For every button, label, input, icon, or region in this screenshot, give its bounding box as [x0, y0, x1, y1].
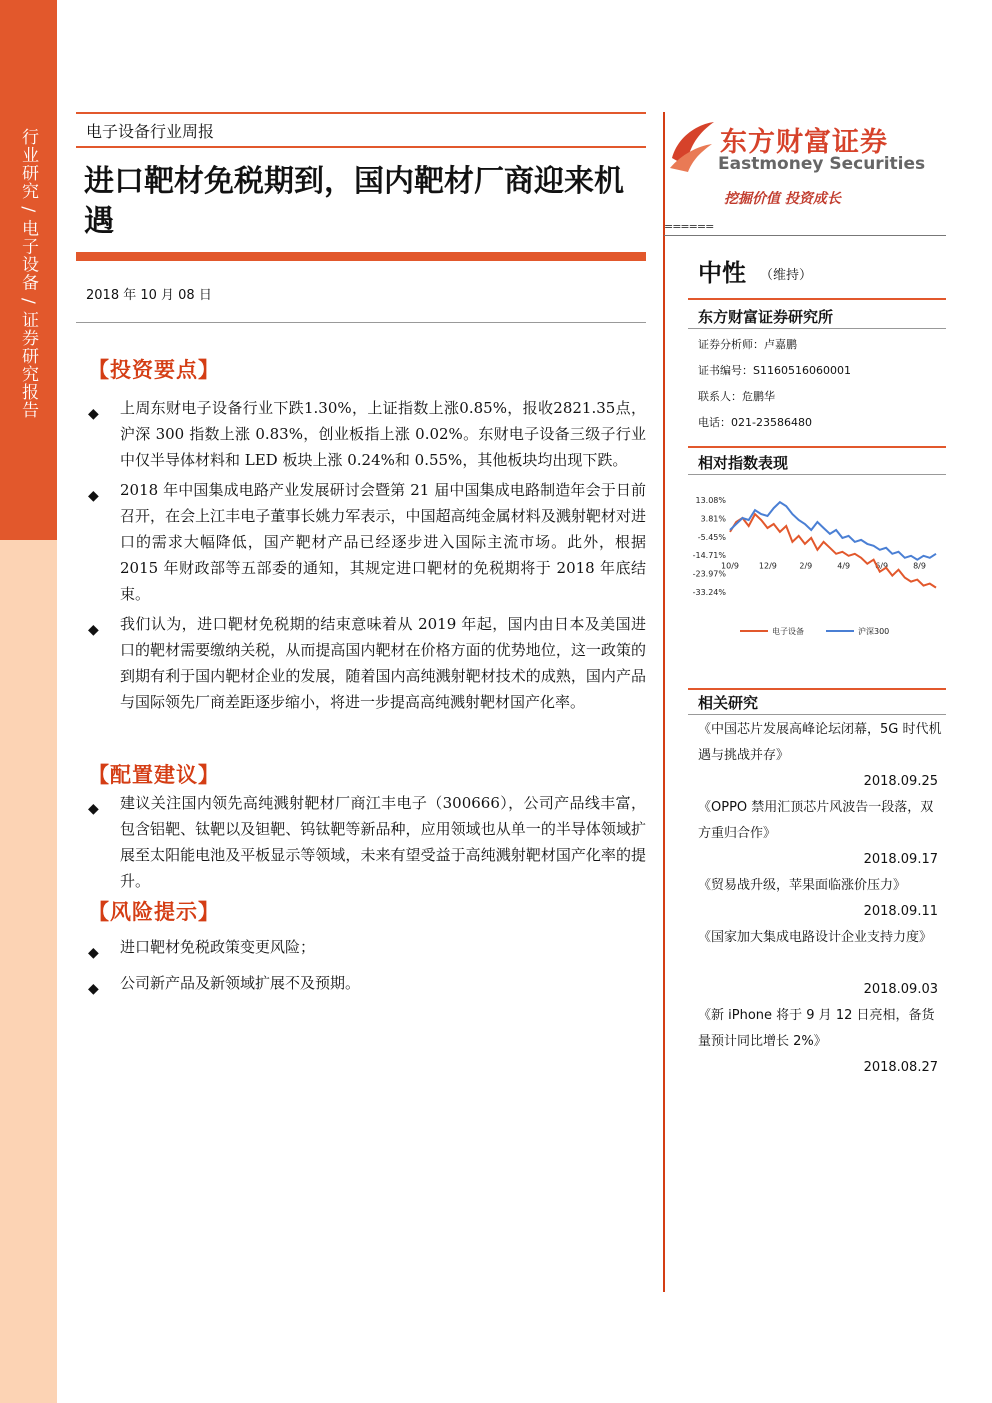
diamond-bullet-icon: ◆ [88, 945, 99, 961]
related-item-title[interactable]: 《OPPO 禁用汇顶芯片风波告一段落，双方重归合作》 [698, 800, 934, 841]
institute-rule [688, 328, 946, 329]
related-heading: 相关研究 [698, 694, 759, 712]
y-tick-label: -14.71% [692, 551, 726, 561]
y-tick-label: 3.81% [700, 514, 726, 524]
diamond-bullet-icon: ◆ [88, 981, 99, 997]
x-tick-label: 10/9 [721, 561, 739, 571]
y-tick-label: -33.24% [692, 588, 726, 597]
list-item: ◆ 上周东财电子设备行业下跌1.30%，上证指数上涨0.85%，报收2821.35点，沪深 300 指数上涨 0.83%，创业板指上涨 0.02%。东财电子设备三级子行业中仅半导体材料和 LED 板块上涨 0.24%和 0.55%，其他板块均出现下跌。 [88, 399, 646, 469]
relative-index-chart [686, 492, 946, 642]
brand-slogan: 挖掘价值 投资成长 [724, 191, 841, 207]
y-tick-label: -23.97% [692, 569, 726, 579]
legend-label: 电子设备 [772, 627, 804, 636]
list-item: ◆ 我们认为，进口靶材免税期的结束意味着从 2019 年起，国内由日本及美国进口的靶材需要缴纳关税，从而提高国内靶材在价格方面的优势地位，这一政策的到期有利于国内靶材企业的发展，随着国内高纯溅射靶材技术的成熟，国内产品与国际领先厂商差距逐步缩小，将进一步提高高纯溅射靶材国产化率。 [88, 615, 646, 711]
date-divider [76, 322, 646, 323]
section-heading-investment: 【投资要点】 [88, 357, 220, 382]
rating-rule [688, 298, 946, 300]
section-heading-risk: 【风险提示】 [88, 899, 220, 924]
chart-heading-rule [688, 474, 946, 475]
legend-label: 沪深300 [858, 627, 890, 636]
x-tick-label: 4/9 [837, 561, 851, 571]
related-item-date: 2018.09.25 [863, 774, 938, 789]
analyst-name: 证券分析师：卢嘉鹏 [698, 338, 797, 351]
list-item: ◆ 2018 年中国集成电路产业发展研讨会暨第 21 届中国集成电路制造年会于日前召开，在会上江丰电子董事长姚力军表示，中国超高纯金属材料及溅射靶材对进口的需求大幅降低，国产靶材产品已经逐步进入国际主流市场。此外，根据 2015 年财政部等五部委的通知，其规定进口靶材的免税期将于 2018 年底结束。 [88, 481, 646, 603]
page-title: 进口靶材免税期到，国内靶材厂商迎来机遇 [84, 164, 624, 239]
brand-name-cn: 东方财富证券 [720, 127, 888, 158]
phone-number: 电话：021-23586480 [698, 416, 812, 429]
rating-note: （维持） [760, 268, 813, 283]
cert-number: 证书编号：S1160516060001 [698, 364, 851, 377]
x-tick-label: 6/9 [875, 561, 889, 571]
related-item-date: 2018.09.17 [863, 852, 938, 867]
rating-value: 中性 [698, 259, 746, 287]
contact-person: 联系人：危鹏华 [698, 390, 775, 403]
list-item: ◆ 公司新产品及新领域扩展不及预期。 [88, 970, 646, 996]
related-item-title[interactable]: 《中国芯片发展高峰论坛闭幕，5G 时代机遇与挑战并存》 [698, 722, 942, 763]
diamond-bullet-icon: ◆ [88, 488, 99, 504]
column-divider [663, 112, 665, 1292]
related-item-date: 2018.09.03 [863, 982, 938, 997]
diamond-bullet-icon: ◆ [88, 622, 99, 638]
x-tick-label: 8/9 [913, 561, 926, 571]
section-heading-allocation: 【配置建议】 [88, 762, 220, 787]
list-item: ◆ 建议关注国内领先高纯溅射靶材厂商江丰电子（300666），公司产品线丰富，包含铝靶、钛靶以及钽靶、钨钛靶等新品种，应用领域也从单一的半导体领域扩展至太阳能电池及平板显示等领域，未来有望受益于高纯溅射靶材国产化率的提升。 [88, 794, 646, 890]
institute-name: 东方财富证券研究所 [698, 308, 834, 326]
related-item-date: 2018.08.27 [863, 1060, 938, 1075]
header-mid-rule [76, 146, 646, 148]
report-category: 电子设备行业周报 [86, 122, 215, 141]
x-tick-label: 12/9 [758, 561, 777, 571]
report-date: 2018 年 10 月 08 日 [86, 288, 212, 303]
list-item: ◆ 进口靶材免税政策变更风险； [88, 934, 646, 960]
y-tick-label: 13.08% [695, 496, 726, 505]
related-item-title[interactable]: 《新 iPhone 将于 9 月 12 日亮相，备货量预计同比增长 2%》 [698, 1008, 935, 1049]
chart-top-rule [688, 446, 946, 448]
y-tick-label: -5.45% [697, 532, 726, 542]
brand-name-en: Eastmoney Securities [718, 154, 926, 174]
rating-top-rule [664, 235, 946, 236]
diamond-bullet-icon: ◆ [88, 406, 99, 422]
chart-heading: 相对指数表现 [698, 454, 789, 472]
investment-points-list [88, 395, 646, 719]
related-item-title[interactable]: 《国家加大集成电路设计企业支持力度》 [698, 930, 933, 945]
related-item-date: 2018.09.11 [863, 904, 938, 919]
related-top-rule [688, 688, 946, 690]
brand-logo-icon [668, 118, 716, 178]
chart-svg [686, 492, 946, 642]
x-tick-label: 2/9 [799, 561, 813, 571]
diamond-bullet-icon: ◆ [88, 801, 99, 817]
header-top-rule [76, 112, 646, 114]
series-line [730, 514, 936, 588]
related-item-title[interactable]: 《贸易战升级，苹果面临涨价压力》 [698, 878, 907, 893]
sidebar-band [0, 0, 57, 1403]
separator-mark: ====== [664, 220, 714, 233]
sidebar-label: 行业研究 / 电子设备 / 证券研究报告 [18, 128, 38, 420]
related-heading-rule [688, 714, 946, 715]
title-underline-bar [76, 252, 646, 261]
risk-list [88, 934, 646, 1000]
allocation-list [88, 790, 646, 898]
